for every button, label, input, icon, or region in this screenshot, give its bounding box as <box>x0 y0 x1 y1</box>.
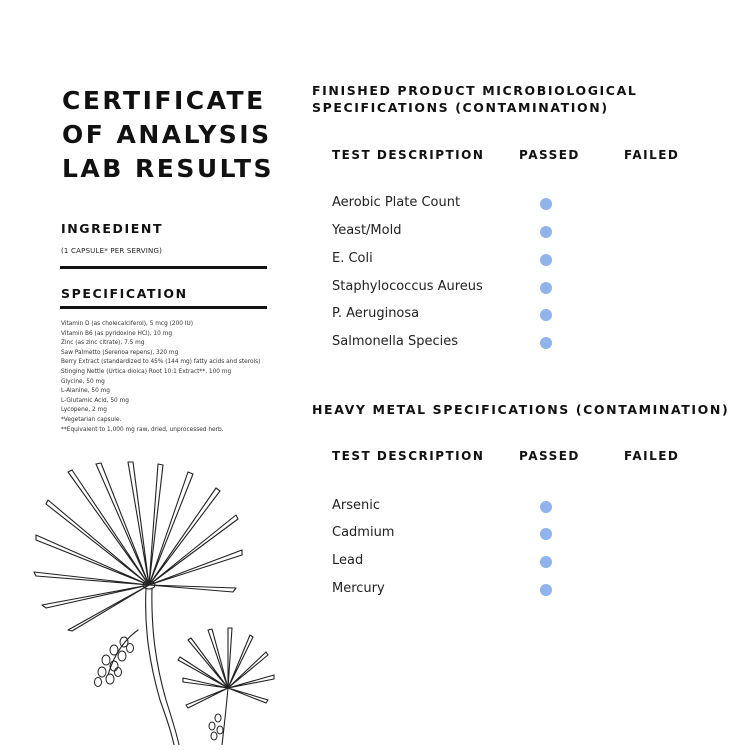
micro-row-p-aeruginosa <box>332 306 712 326</box>
test-label: Yeast/Mold <box>332 223 402 238</box>
passed-dot-icon <box>540 337 552 349</box>
certificate-title-line-2: OF ANALYSIS <box>62 120 272 149</box>
microbiological-section-title <box>312 82 637 116</box>
spec-line: Stinging Nettle (Urtica dioica) Root 10:1 Extract**, 100 mg <box>61 368 232 375</box>
micro-col-passed: PASSED <box>519 148 580 162</box>
test-label: Salmonella Species <box>332 334 459 349</box>
spec-line: Vitamin D (as cholecalciferol), 5 mcg (200 IU) <box>61 321 194 327</box>
test-label: P. Aeruginosa <box>332 306 420 321</box>
test-label: Cadmium <box>332 525 395 540</box>
test-label: E. Coli <box>332 251 373 266</box>
specification-divider <box>60 306 267 309</box>
metal-row-lead <box>332 553 712 573</box>
metal-col-failed: FAILED <box>624 449 680 463</box>
ingredient-heading: INGREDIENT <box>61 221 164 236</box>
microbiological-title-line-1: FINISHED PRODUCT MICROBIOLOGICAL <box>312 83 638 98</box>
micro-row-aerobic-plate-count <box>332 195 712 215</box>
certificate-title-line-1: CERTIFICATE <box>62 86 266 115</box>
micro-row-staphylococcus-aureus <box>332 279 712 299</box>
spec-line: L-Alanine, 50 mg <box>61 388 110 395</box>
spec-line: Glycine, 50 mg <box>61 378 105 385</box>
certificate-title-line-3: LAB RESULTS <box>62 154 275 183</box>
certificate-title <box>62 84 302 186</box>
spec-line: Berry Extract (standardized to 45% (144 mg) fatty acids and sterols) <box>61 359 261 366</box>
ingredient-serving-note: (1 CAPSULE* PER SERVING) <box>61 247 163 255</box>
passed-dot-icon <box>540 309 552 321</box>
test-label: Lead <box>332 553 364 568</box>
passed-dot-icon <box>540 198 552 210</box>
microbiological-title-line-2: SPECIFICATIONS (CONTAMINATION) <box>312 100 609 115</box>
micro-row-yeast-mold <box>332 223 712 243</box>
spec-line: L-Glutamic Acid, 50 mg <box>61 397 129 404</box>
spec-line: Saw Palmetto (Serenoa repens), 320 mg <box>61 349 179 356</box>
micro-row-e-coli <box>332 251 712 271</box>
test-label: Staphylococcus Aureus <box>332 279 483 294</box>
passed-dot-icon <box>540 584 552 596</box>
specification-list <box>61 320 296 435</box>
metal-row-cadmium <box>332 525 712 545</box>
spec-line: Zinc (as zinc citrate), 7.5 mg <box>61 340 145 347</box>
ingredient-divider <box>60 266 267 269</box>
metal-col-test-description: TEST DESCRIPTION <box>332 449 485 463</box>
passed-dot-icon <box>540 226 552 238</box>
passed-dot-icon <box>540 282 552 294</box>
passed-dot-icon <box>540 254 552 266</box>
metal-row-mercury <box>332 581 712 601</box>
micro-col-failed: FAILED <box>624 148 680 162</box>
test-label: Arsenic <box>332 498 381 513</box>
test-label: Mercury <box>332 581 385 596</box>
test-label: Aerobic Plate Count <box>332 195 461 210</box>
specification-heading: SPECIFICATION <box>61 286 188 301</box>
spec-line: **Equivalent to 1,000 mg raw, dried, unprocessed herb. <box>61 426 224 433</box>
passed-dot-icon <box>540 556 552 568</box>
spec-line: Vitamin B6 (as pyridoxine HCl), 10 mg <box>61 330 173 337</box>
metal-row-arsenic <box>332 498 712 518</box>
passed-dot-icon <box>540 528 552 540</box>
saw-palmetto-plant-icon <box>28 460 278 745</box>
spec-line: *Vegetarian capsule. <box>61 416 122 423</box>
micro-col-test-description: TEST DESCRIPTION <box>332 148 485 162</box>
heavy-metal-section-title: HEAVY METAL SPECIFICATIONS (CONTAMINATION) <box>312 402 730 417</box>
micro-row-salmonella-species <box>332 334 712 354</box>
spec-line: Lycopene, 2 mg <box>61 407 107 414</box>
metal-col-passed: PASSED <box>519 449 580 463</box>
passed-dot-icon <box>540 501 552 513</box>
